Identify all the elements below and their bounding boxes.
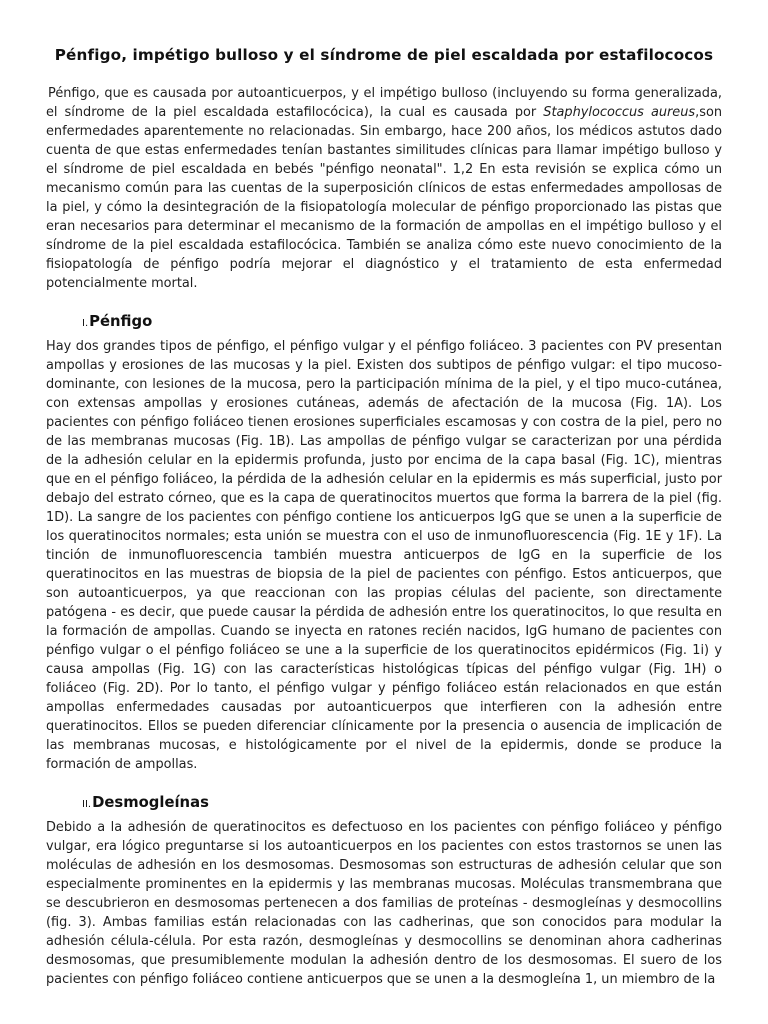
section-heading-penfigo: [82, 312, 722, 334]
section-number: I.: [82, 318, 89, 329]
intro-text-part1: Pénfigo, que es causada por autoanticuerpos, y el impétigo bulloso (incluyendo su forma generalizada, el síndrome de la piel escaldada estafilocócica), la cual es causada por: [46, 86, 722, 120]
intro-paragraph: [46, 84, 722, 293]
section-title: Desmogleínas: [92, 794, 209, 811]
document-page: [46, 44, 722, 989]
section-number: II.: [82, 799, 92, 810]
section-body-desmogleinas: Debido a la adhesión de queratinocitos es defectuoso en los pacientes con pénfigo foliáceo y pénfigo vulgar, era lógico preguntarse si los autoanticuerpos en los pacientes con estos trastornos se unen las moléculas de adhesión en los desmosomas. Desmosomas son estructuras de adhesión celular que son especialmente prominentes en la epidermis y las membranas mucosas. Moléculas transmembrana que se descubrieron en desmosomas pertenecen a dos familias de proteínas - desmogleínas y desmocollins (fig. 3). Ambas familias están relacionadas con las cadherinas, que son conocidos para modular la adhesión célula-célula. Por esta razón, desmogleínas y desmocollins se denominan ahora cadherinas desmosomas, que presumiblemente modulan la adhesión dentro de los desmosomas. El suero de los pacientes con pénfigo foliáceo contiene anticuerpos que se unen a la desmogleína 1, un miembro de la: [46, 820, 722, 987]
section-body-penfigo: Hay dos grandes tipos de pénfigo, el pénfigo vulgar y el pénfigo foliáceo. 3 pacientes con PV presentan ampollas y erosiones de las mucosas y la piel. Existen dos subtipos de pénfigo vulgar: el tipo mucoso-dominante, con lesiones de la mucosa, pero la participación mínima de la piel, y el tipo muco-cutánea, con extensas ampollas y erosiones cutáneas, además de afectación de la mucosa (Fig. 1A). Los pacientes con pénfigo foliáceo tienen erosiones superficiales escamosas y con costra de la piel, pero no de las membranas mucosas (Fig. 1B). Las ampollas de pénfigo vulgar se caracterizan por una pérdida de la adhesión celular en la epidermis profunda, justo por encima de la capa basal (Fig. 1C), mientras que en el pénfigo foliáceo, la pérdida de la adhesión celular en la epidermis es más superficial, justo por debajo del estrato córneo, que es la capa de queratinocitos muertos que forma la barrera de la piel (fig. 1D). La sangre de los pacientes con pénfigo contiene los anticuerpos IgG que se unen a la superficie de los queratinocitos normales; esta unión se muestra con el uso de inmunofluorescencia (Fig. 1E y 1F). La tinción de inmunofluorescencia también muestra anticuerpos de IgG en la superficie de los queratinocitos en las muestras de biopsia de la piel de pacientes con pénfigo. Estos anticuerpos, que son autoanticuerpos, ya que reaccionan con las propias células del paciente, son directamente patógena - es decir, que puede causar la pérdida de adhesión entre los queratinocitos, lo que resulta en la formación de ampollas. Cuando se inyecta en ratones recién nacidos, IgG humano de pacientes con pénfigo vulgar o el pénfigo foliáceo se une a la superficie de los queratinocitos epidérmicos (Fig. 1i) y causa ampollas (Fig. 1G) con las características histológicas típicas del pénfigo vulgar (Fig. 1H) o foliáceo (Fig. 2D). Por lo tanto, el pénfigo vulgar y pénfigo foliáceo están relacionados en que están ampollas enfermedades causadas por autoanticuerpos que interfieren con la adhesión entre queratinocitos. Ellos se pueden diferenciar clínicamente por la presencia o ausencia de implicación de las membranas mucosas, e histológicamente por el nivel de la epidermis, donde se produce la formación de ampollas.: [46, 339, 722, 772]
intro-text-part2: ,son enfermedades aparentemente no relacionadas. Sin embargo, hace 200 años, los médicos astutos dado cuenta de que estas enfermedades tenían bastantes similitudes clínicas para llamar impétigo bulloso y el síndrome de piel escaldada en bebés "pénfigo neonatal". 1,2 En esta revisión se explica cómo un mecanismo común para las cuentas de la superposición clínicos de estas enfermedades ampollosas de la piel, y cómo la desintegración de la fisiopatología molecular de pénfigo proporcionado las pistas que eran necesarios para determinar el mecanismo de la formación de ampollas en el impétigo bulloso y el síndrome de la piel escaldada estafilocócica. También se analiza cómo este nuevo conocimiento de la fisiopatología de pénfigo podría mejorar el diagnóstico y el tratamiento de esta enfermedad potencialmente mortal.: [46, 105, 722, 291]
species-name: Staphylococcus aureus: [543, 105, 696, 120]
section-heading-desmogleinas: [82, 793, 722, 815]
document-title: Pénfigo, impétigo bulloso y el síndrome de piel escaldada por estafilococos: [54, 46, 714, 64]
section-title: Pénfigo: [89, 313, 153, 330]
